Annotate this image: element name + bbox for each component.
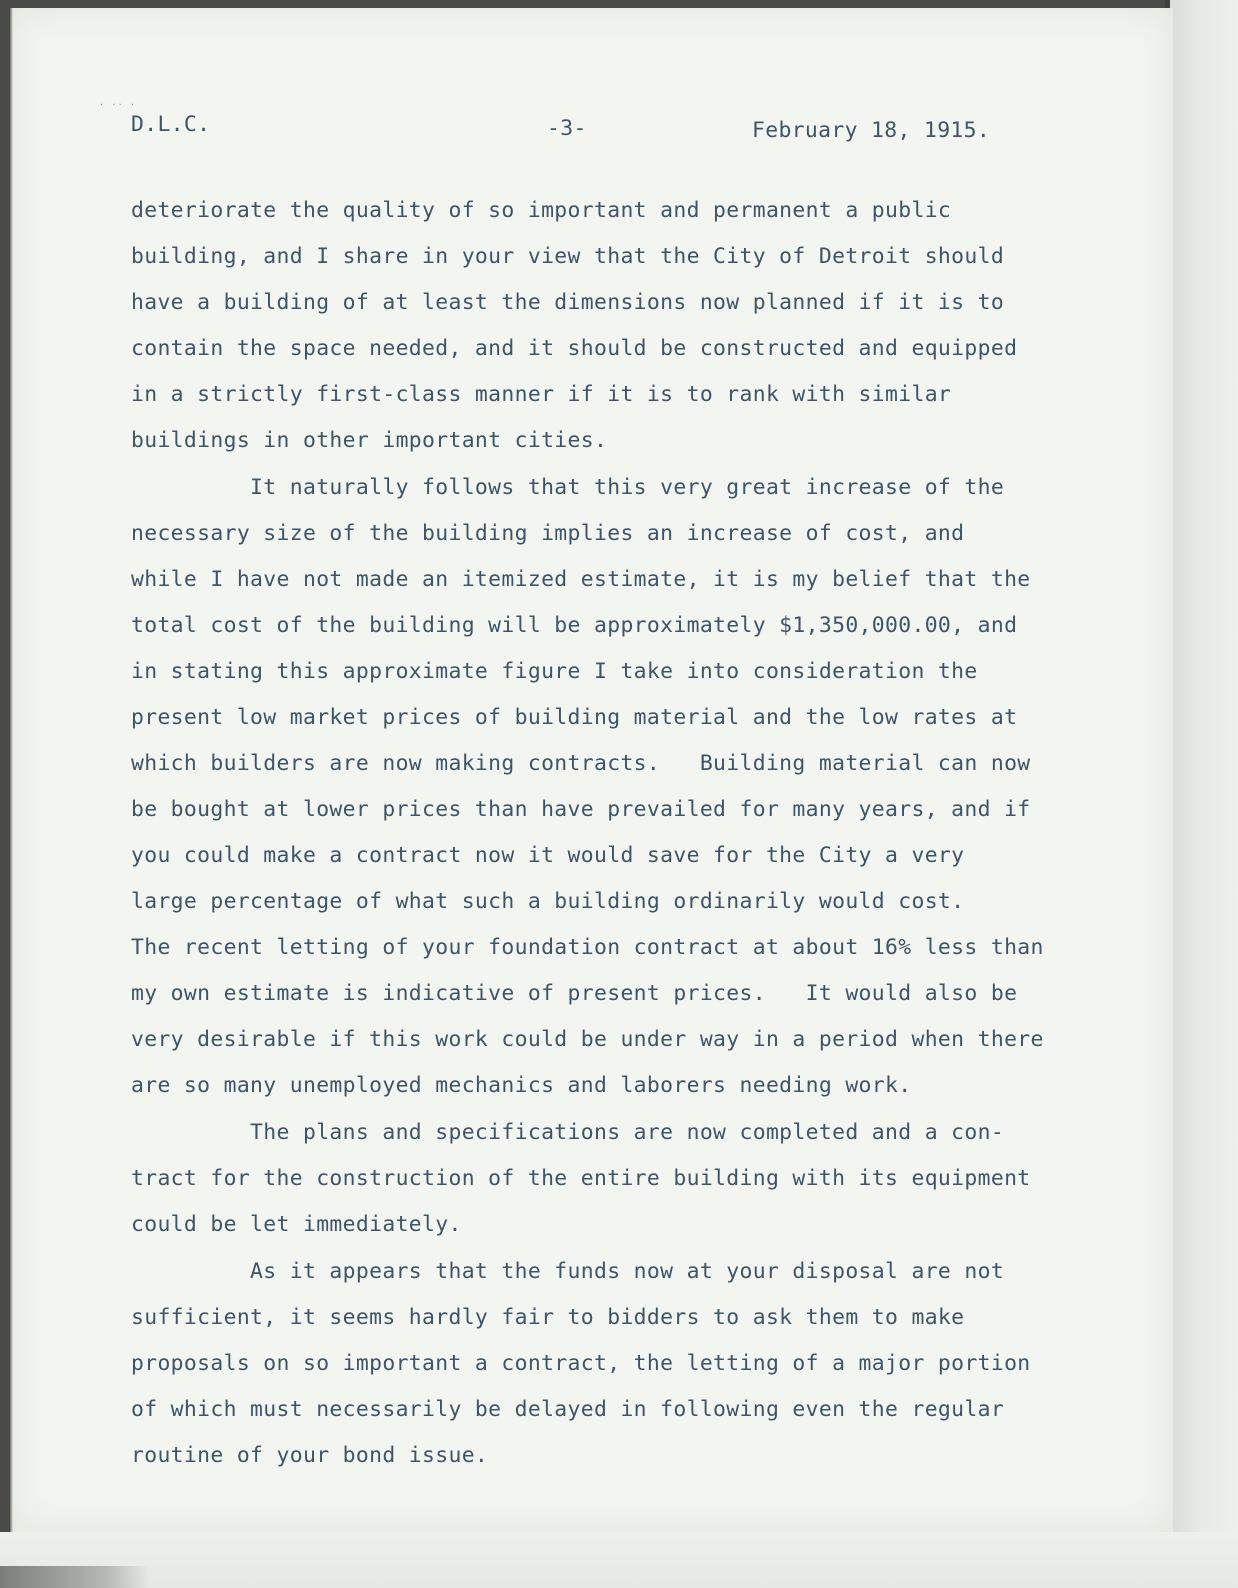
text-line: have a building of at least the dimensions now planned if it is to	[131, 290, 1005, 315]
text-line: The plans and specifications are now completed and a con-	[131, 1120, 1005, 1145]
letter-date: February 18, 1915.	[752, 118, 991, 143]
text-line: large percentage of what such a building ordinarily would cost.	[131, 889, 965, 914]
text-line: which builders are now making contracts. Building material can now	[131, 751, 1031, 776]
text-line: total cost of the building will be approximately $1,350,000.00, and	[131, 613, 1018, 638]
text-line: in a strictly first-class manner if it is to rank with similar	[131, 382, 952, 407]
text-line: in stating this approximate figure I take into consideration the	[131, 659, 978, 684]
letter-page	[10, 8, 1173, 1532]
ink-smudge: · ·· ·	[100, 100, 138, 111]
scan-margin-bottom	[0, 1532, 1238, 1588]
text-line: while I have not made an itemized estimate, it is my belief that the	[131, 567, 1031, 592]
text-line: you could make a contract now it would save for the City a very	[131, 843, 965, 868]
scan-shadow	[0, 1566, 150, 1588]
text-line: The recent letting of your foundation contract at about 16% less than	[131, 935, 1044, 960]
page-edge	[10, 8, 13, 1532]
text-line: my own estimate is indicative of present prices. It would also be	[131, 981, 1018, 1006]
text-line: routine of your bond issue.	[131, 1443, 489, 1468]
text-line: As it appears that the funds now at your disposal are not	[131, 1259, 1005, 1284]
text-line: could be let immediately.	[131, 1212, 462, 1237]
text-line: sufficient, it seems hardly fair to bidders to ask them to make	[131, 1305, 965, 1330]
sender-initials: D.L.C.	[131, 112, 211, 137]
text-line: very desirable if this work could be under way in a period when there	[131, 1027, 1044, 1052]
scan-margin-right	[1170, 0, 1238, 1588]
text-line: buildings in other important cities.	[131, 428, 608, 453]
text-line: of which must necessarily be delayed in following even the regular	[131, 1397, 1005, 1422]
text-line: present low market prices of building material and the low rates at	[131, 705, 1018, 730]
text-line: proposals on so important a contract, the letting of a major portion	[131, 1351, 1031, 1376]
text-line: contain the space needed, and it should be constructed and equipped	[131, 336, 1018, 361]
text-line: tract for the construction of the entire building with its equipment	[131, 1166, 1031, 1191]
text-line: are so many unemployed mechanics and laborers needing work.	[131, 1073, 912, 1098]
page-number: -3-	[547, 116, 587, 141]
text-line: It naturally follows that this very great increase of the	[131, 475, 1005, 500]
text-line: be bought at lower prices than have prevailed for many years, and if	[131, 797, 1031, 822]
text-line: necessary size of the building implies an increase of cost, and	[131, 521, 965, 546]
text-line: building, and I share in your view that the City of Detroit should	[131, 244, 1005, 269]
text-line: deteriorate the quality of so important and permanent a public	[131, 198, 952, 223]
